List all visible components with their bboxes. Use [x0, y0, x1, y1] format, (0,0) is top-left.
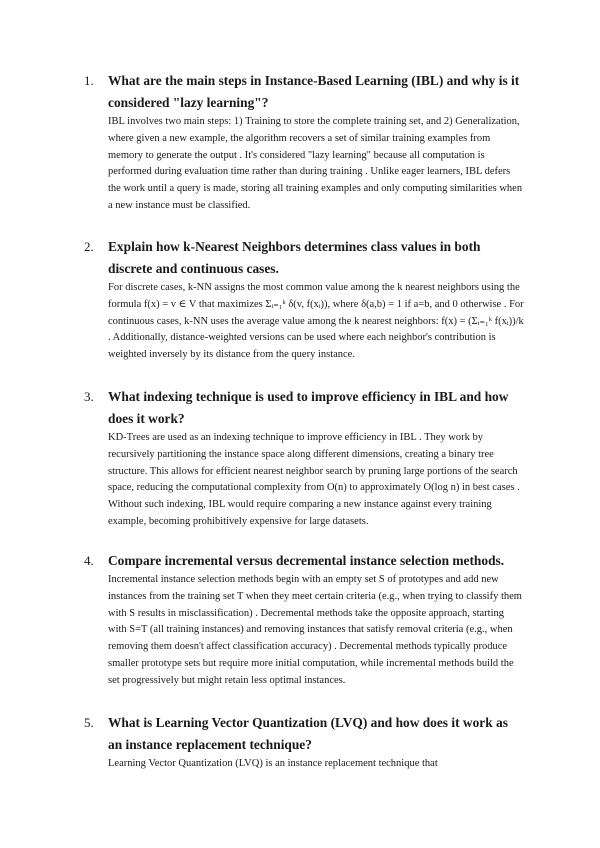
- question-number: 5.: [84, 715, 94, 730]
- answer-text: IBL involves two main steps: 1) Training to store the complete training set, and 2) Generalization, where given a new example, the algorithm recovers a set of similar training examples from memory to generate the output . It's considered "lazy learning" because all computation is performed during evaluation time rather than during training . Unlike eager learners, IBL defers the work until a query is made, storing all training examples and only computing similarities when a new instance must be classified.: [108, 116, 523, 211]
- answer-text: Incremental instance selection methods begin with an empty set S of prototypes and add new instances from the training set T when they meet certain criteria (e.g., when trying to classify them with S results in misclassification) . Decremental methods take the opposite approach, starting with S=T (all training instances) and removing instances that satisfy removal criteria (e.g., when removing them doesn't affect classification accuracy) . Decremental methods typically produce smaller prototype sets but require more initial computation, while incremental methods build the set progressively but might retain less optimal instances.: [108, 574, 522, 686]
- question-number: 1.: [84, 73, 94, 88]
- answer-text: KD-Trees are used as an indexing technique to improve efficiency in IBL . They work by recursively partitioning the instance space along different dimensions, creating a binary tree structure. This allows for efficient nearest neighbor search by pruning large portions of the search space, reducing the computational complexity from O(n) to approximately O(log n) in best cases . Without such indexing, IBL would require comparing a new instance against every training example, becoming prohibitively expensive for large datasets.: [108, 432, 520, 527]
- question-block-2: [84, 236, 524, 364]
- question-block-1: [84, 70, 524, 215]
- question-heading: What is Learning Vector Quantization (LVQ) and how does it work as an instance replacement technique?: [108, 715, 508, 752]
- question-heading: What are the main steps in Instance-Based Learning (IBL) and why is it considered "lazy learning"?: [108, 73, 520, 110]
- question-heading: What indexing technique is used to improve efficiency in IBL and how does it work?: [108, 389, 509, 426]
- answer-text: For discrete cases, k-NN assigns the most common value among the k nearest neighbors using the formula f(x) = v ∈ V that maximizes Σᵢ₌₁ᵏ δ(v, f(xᵢ)), where δ(a,b) = 1 if a=b, and 0 otherwise . For continuous cases, k-NN uses the average value among the k nearest neighbors: f(x) = (Σᵢ₌₁ᵏ f(xᵢ))/k . Additionally, distance-weighted versions can be used where each neighbor's contribution is weighted inversely by its distance from the query instance.: [108, 282, 524, 361]
- question-heading: Compare incremental versus decremental instance selection methods.: [108, 553, 505, 568]
- answer-text: Learning Vector Quantization (LVQ) is an instance replacement technique that: [108, 758, 438, 769]
- question-number: 2.: [84, 239, 94, 254]
- question-number: 3.: [84, 389, 94, 404]
- question-block-3: [84, 386, 524, 531]
- question-block-4: [84, 550, 524, 690]
- question-block-5: [84, 712, 524, 773]
- question-heading: Explain how k-Nearest Neighbors determines class values in both discrete and continuous cases.: [108, 239, 481, 276]
- question-number: 4.: [84, 553, 94, 568]
